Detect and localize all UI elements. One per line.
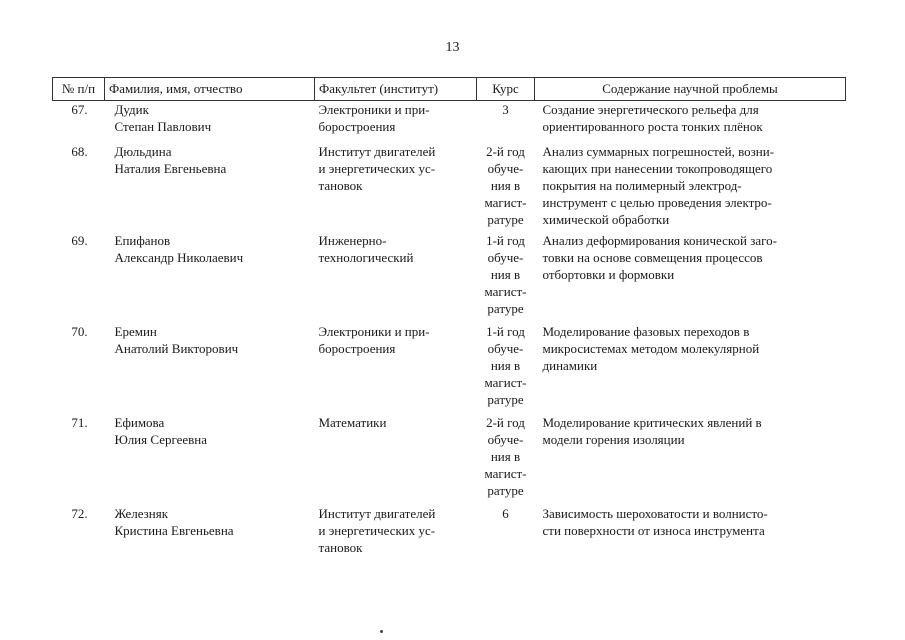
header-topic: Содержание научной проблемы [535, 78, 846, 101]
topic-line: Анализ суммарных погрешностей, возни- [542, 144, 775, 159]
row-number: 71. [71, 415, 88, 430]
topic-line: сти поверхности от износа инструмента [542, 523, 765, 538]
name-line: Наталия Евгеньевна [114, 161, 227, 176]
course-cell [477, 505, 535, 556]
topic-cell [535, 143, 846, 232]
faculty-line: боростроения [318, 119, 396, 134]
name-line: Епифанов [114, 233, 171, 248]
course-cell [477, 143, 535, 232]
course-line: ратуре [487, 392, 524, 407]
topic-cell [535, 414, 846, 505]
course-line: 6 [502, 506, 509, 521]
research-table [52, 77, 846, 556]
topic-line: кающих при нанесении токопроводящего [542, 161, 773, 176]
course-line: ния в [490, 267, 521, 282]
topic-line: покрытия на полимерный электрод- [542, 178, 742, 193]
faculty-line: боростроения [318, 341, 396, 356]
course-line: ния в [490, 178, 521, 193]
topic-line: инструмент с целью проведения электро- [542, 195, 772, 210]
topic-line: отбортовки и формовки [542, 267, 675, 282]
faculty-line: тановок [318, 178, 363, 193]
course-line: 2-й год [486, 144, 525, 159]
course-line: 2-й год [486, 415, 525, 430]
course-cell [477, 232, 535, 323]
row-number: 67. [71, 102, 88, 117]
course-line: магист- [484, 466, 527, 481]
course-line: магист- [484, 375, 527, 390]
table-header [53, 78, 846, 101]
scan-speck [380, 630, 383, 633]
table-body [53, 101, 846, 557]
topic-line: ориентированного роста тонких плёнок [542, 119, 763, 134]
faculty-cell [315, 143, 477, 232]
course-cell [477, 414, 535, 505]
topic-line: химической обработки [542, 212, 670, 227]
row-number: 70. [71, 324, 88, 339]
faculty-line: Математики [318, 415, 387, 430]
row-number: 69. [71, 233, 88, 248]
course-line: обуче- [487, 432, 524, 447]
faculty-line: Институт двигателей [318, 506, 436, 521]
faculty-line: Институт двигателей [318, 144, 436, 159]
table-row [53, 505, 846, 556]
name-line: Еремин [114, 324, 157, 339]
student-name [105, 232, 315, 323]
course-line: ратуре [487, 483, 524, 498]
name-line: Ефимова [114, 415, 165, 430]
topic-line: модели горения изоляции [542, 432, 685, 447]
name-line: Дудик [114, 102, 149, 117]
course-line: ния в [490, 449, 521, 464]
student-name [105, 323, 315, 414]
topic-line: Моделирование критических явлений в [542, 415, 762, 430]
topic-line: товки на основе совмещения процессов [542, 250, 763, 265]
course-line: 3 [502, 102, 509, 117]
row-number: 68. [71, 144, 88, 159]
table-row [53, 143, 846, 232]
topic-line: Моделирование фазовых переходов в [542, 324, 750, 339]
student-name [105, 143, 315, 232]
topic-line: Создание энергетического рельефа для [542, 102, 759, 117]
header-course: Курс [477, 78, 535, 101]
topic-line: микросистемах методом молекулярной [542, 341, 760, 356]
faculty-cell [315, 232, 477, 323]
course-line: ратуре [487, 301, 524, 316]
topic-cell [535, 505, 846, 556]
table-row [53, 414, 846, 505]
faculty-line: технологический [318, 250, 414, 265]
course-line: ратуре [487, 212, 524, 227]
faculty-cell [315, 323, 477, 414]
name-line: Александр Николаевич [114, 250, 244, 265]
faculty-line: Электроники и при- [318, 324, 430, 339]
faculty-cell [315, 505, 477, 556]
name-line: Кристина Евгеньевна [114, 523, 234, 538]
course-line: магист- [484, 195, 527, 210]
topic-cell [535, 323, 846, 414]
row-number: 72. [71, 506, 88, 521]
faculty-cell [315, 414, 477, 505]
table-row [53, 323, 846, 414]
topic-line: Анализ деформирования конической заго- [542, 233, 777, 248]
course-line: 1-й год [486, 233, 525, 248]
header-faculty: Факультет (институт) [315, 78, 477, 101]
course-cell [477, 323, 535, 414]
course-cell [477, 101, 535, 144]
course-line: обуче- [487, 341, 524, 356]
student-name [105, 414, 315, 505]
table-row [53, 101, 846, 144]
course-line: магист- [484, 284, 527, 299]
topic-cell [535, 101, 846, 144]
faculty-line: Инженерно- [318, 233, 387, 248]
course-line: 1-й год [486, 324, 525, 339]
header-num: № п/п [53, 78, 105, 101]
topic-cell [535, 232, 846, 323]
topic-line: Зависимость шероховатости и волнисто- [542, 506, 768, 521]
header-name: Фамилия, имя, отчество [105, 78, 315, 101]
faculty-line: тановок [318, 540, 363, 555]
page-number: 13 [445, 40, 460, 55]
topic-line: динамики [542, 358, 598, 373]
faculty-line: Электроники и при- [318, 102, 430, 117]
name-line: Степан Павлович [114, 119, 212, 134]
student-name [105, 101, 315, 144]
name-line: Анатолий Викторович [114, 341, 239, 356]
course-line: ния в [490, 358, 521, 373]
student-name [105, 505, 315, 556]
course-line: обуче- [487, 250, 524, 265]
name-line: Железняк [114, 506, 169, 521]
document-sheet [52, 77, 845, 556]
course-line: обуче- [487, 161, 524, 176]
name-line: Юлия Сергеевна [114, 432, 208, 447]
name-line: Дюльдина [114, 144, 172, 159]
table-row [53, 232, 846, 323]
faculty-cell [315, 101, 477, 144]
faculty-line: и энергетических ус- [318, 523, 436, 538]
faculty-line: и энергетических ус- [318, 161, 436, 176]
